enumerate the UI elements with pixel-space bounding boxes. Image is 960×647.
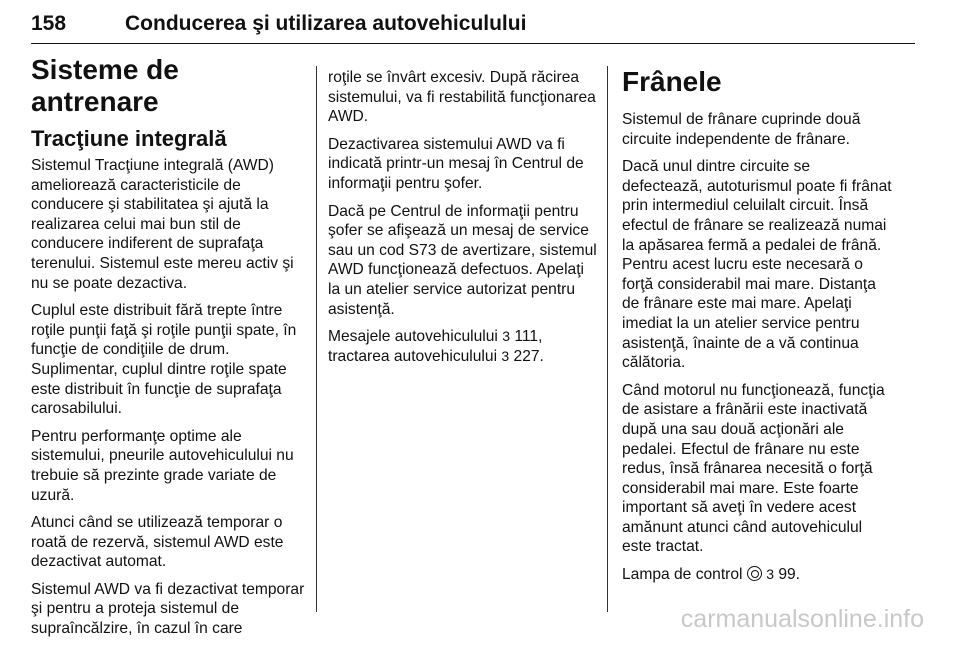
section-title-drive-systems: Sisteme de antrenare xyxy=(31,54,179,117)
paragraph: Cuplul este distribuit fără trepte între roţile punţii faţă şi roţile punţii spate, în funcţie de condiţiile de drum. Suplimentar, cuplul dintre roţile spate este distribuit în funcţie de suprafaţa carosabilului. xyxy=(31,302,297,418)
paragraph: roţile se învârt excesiv. După răcirea sistemului, va fi restabilită funcţionarea AWD. xyxy=(328,69,596,126)
lamp-reference-paragraph xyxy=(622,565,894,585)
lamp-text: Lampa de control xyxy=(622,566,743,584)
brake-warning-icon xyxy=(747,566,762,581)
subsection-title-awd: Tracţiune integrală xyxy=(31,126,227,151)
ref-messages-page[interactable]: 111, xyxy=(514,328,543,346)
paragraph: Sistemul Tracţiune integrală (AWD) ameliorează caracteristicile de conducere şi stabilitatea şi ajută la realizarea celui mai bun stil de conducere indiferent de suprafaţa terenului. Sistemul este mereu activ şi nu se poate dezactiva. xyxy=(31,157,294,292)
column-middle xyxy=(328,68,600,374)
page-header xyxy=(31,6,915,44)
page-reference-arrow-icon: 3 xyxy=(766,566,774,583)
section-title-brakes: Frânele xyxy=(622,66,722,97)
ref-towing-text: tractarea autovehiculului xyxy=(328,347,498,365)
ref-messages-text: Mesajele autovehiculului xyxy=(328,328,498,346)
column-divider xyxy=(607,66,608,612)
paragraph: Dezactivarea sistemului AWD va fi indicată printr-un mesaj în Centrul de informaţii pentru şofer. xyxy=(328,135,584,192)
paragraph: Când motorul nu funcţionează, funcţia de asistare a frânării este inactivată după una sau două acţionări ale pedalei. Efectul de frânare nu este redus, însă frânarea necesită o forţă considerabil mai mare. Este foarte important să aveţi în vedere acest amănunt atunci când autovehiculul este tractat. xyxy=(622,381,885,556)
cross-reference-paragraph xyxy=(328,327,600,366)
paragraph: Sistemul AWD va fi dezactivat temporar şi pentru a proteja sistemul de supraîncălzire, în cazul în care xyxy=(31,580,305,638)
paragraph: Atunci când se utilizează temporar o roată de rezervă, sistemul AWD este dezactivat automat. xyxy=(31,514,284,571)
paragraph: Sistemul de frânare cuprinde două circuite independente de frânare. xyxy=(622,111,861,148)
paragraph: Dacă pe Centrul de informaţii pentru şofer se afişează un mesaj de service sau un cod S73 de avertizare, sistemul AWD funcţionează defectuos. Apelaţi la un atelier service autorizat pentru asistenţă. xyxy=(328,202,597,318)
lamp-page[interactable]: 99. xyxy=(778,566,801,584)
ref-towing-page[interactable]: 227. xyxy=(513,347,544,365)
page-reference-arrow-icon: 3 xyxy=(501,347,510,364)
column-left xyxy=(31,54,313,647)
column-right xyxy=(622,66,894,593)
paragraph: Pentru performanţe optime ale sistemului, pneurile autovehiculului nu trebuie să prezinte grade variate de uzură. xyxy=(31,427,294,504)
paragraph: Dacă unul dintre circuite se defectează, autoturismul poate fi frânat prin intermediul celuilalt circuit. Însă efectul de frânare se realizează numai la apăsarea fermă a pedalei de frână. Pentru acest lucru este necesară o forţă considerabil mai mare. Distanţa de frânare este mai mare. Apelaţi imediat la un atelier service pentru asistenţă, înainte de a vă continua călătoria. xyxy=(622,158,892,372)
watermark: carmanualsonline.info xyxy=(680,605,924,633)
page-number: 158 xyxy=(31,12,67,35)
column-divider xyxy=(316,66,317,612)
running-title: Conducerea şi utilizarea autovehiculului xyxy=(125,12,527,35)
page-reference-arrow-icon: 3 xyxy=(502,328,511,345)
